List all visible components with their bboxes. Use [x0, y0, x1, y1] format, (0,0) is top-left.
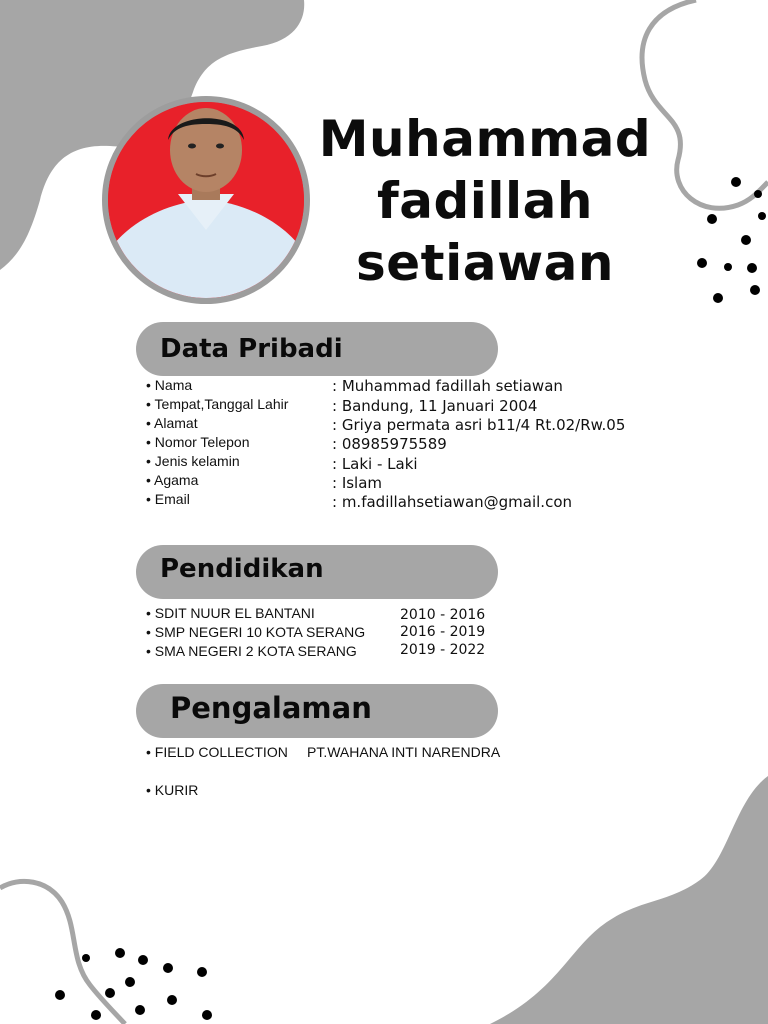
value-agama: : Islam — [332, 474, 383, 492]
label-email: • Email — [146, 491, 190, 507]
person-portrait-icon — [108, 102, 304, 298]
bottom-right-blob — [490, 776, 768, 1024]
label-nama: • Nama — [146, 377, 193, 393]
label-ttl: • Tempat,Tanggal Lahir — [146, 396, 289, 412]
education-years: 2010 - 2016 — [400, 607, 486, 623]
value-ttl: : Bandung, 11 Januari 2004 — [332, 397, 538, 415]
label-agama: • Agama — [146, 472, 199, 488]
experience-role: • KURIR — [146, 782, 199, 798]
page-title — [300, 108, 670, 294]
section-header-data-pribadi — [136, 322, 498, 376]
label-telepon: • Nomor Telepon — [146, 434, 250, 450]
education-school: • SDIT NUUR EL BANTANI — [146, 605, 315, 621]
experience-company: PT.WAHANA INTI NARENDRA — [307, 744, 501, 760]
education-years: 2016 - 2019 — [400, 624, 486, 640]
value-nama: : Muhammad fadillah setiawan — [332, 377, 563, 395]
section-heading: Pengalaman — [170, 691, 372, 725]
label-alamat: • Alamat — [146, 415, 198, 431]
top-right-dots — [697, 177, 766, 303]
education-school: • SMP NEGERI 10 KOTA SERANG — [146, 624, 366, 640]
last-name: setiawan — [356, 234, 614, 292]
value-telepon: : 08985975589 — [332, 435, 447, 453]
section-header-pendidikan — [136, 545, 498, 599]
first-name: Muhammad — [318, 110, 652, 168]
bottom-left-squiggle — [0, 881, 125, 1024]
education-school: • SMA NEGERI 2 KOTA SERANG — [146, 643, 357, 659]
label-jenis-kelamin: • Jenis kelamin — [146, 453, 240, 469]
profile-photo — [102, 96, 310, 304]
middle-name: fadillah — [376, 172, 594, 230]
value-jenis-kelamin: : Laki - Laki — [332, 455, 418, 473]
value-alamat: : Griya permata asri b11/4 Rt.02/Rw.05 — [332, 416, 626, 434]
value-email: : m.fadillahsetiawan@gmail.con — [332, 493, 573, 511]
section-heading: Data Pribadi — [160, 334, 343, 364]
section-header-pengalaman — [136, 684, 498, 738]
experience-role: • FIELD COLLECTION — [146, 744, 288, 760]
section-heading: Pendidikan — [160, 554, 324, 584]
education-years: 2019 - 2022 — [400, 642, 486, 658]
